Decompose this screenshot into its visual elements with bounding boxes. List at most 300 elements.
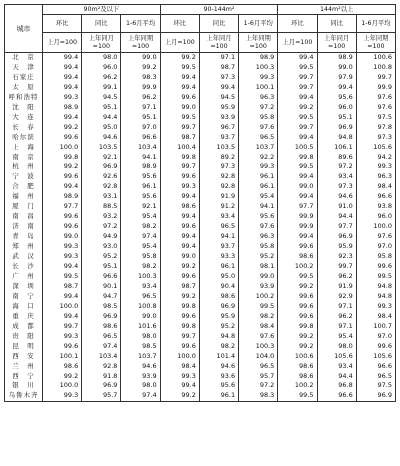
value-cell: 99.2 <box>160 391 199 401</box>
value-cell: 99.7 <box>160 123 199 133</box>
value-cell: 95.6 <box>121 192 160 202</box>
table-row <box>5 93 396 103</box>
value-cell: 99.4 <box>43 53 82 63</box>
value-cell: 99.0 <box>317 63 356 73</box>
table-row <box>5 362 396 372</box>
value-cell: 98.2 <box>239 312 278 322</box>
value-cell: 99.2 <box>43 123 82 133</box>
value-cell: 93.9 <box>199 113 238 123</box>
table-row <box>5 272 396 282</box>
value-cell: 98.6 <box>43 362 82 372</box>
value-cell: 93.8 <box>356 202 395 212</box>
value-cell: 100.0 <box>160 352 199 362</box>
value-cell: 98.4 <box>356 312 395 322</box>
table-row <box>5 113 396 123</box>
value-cell: 96.2 <box>82 73 121 83</box>
value-cell: 98.9 <box>317 53 356 63</box>
table-row <box>5 172 396 182</box>
value-cell: 100.0 <box>43 381 82 391</box>
table-row <box>5 182 396 192</box>
base-label-avg: 上年同期=100 <box>356 33 395 53</box>
value-cell: 100.1 <box>239 83 278 93</box>
value-cell: 96.2 <box>317 312 356 322</box>
value-cell: 99.0 <box>278 182 317 192</box>
value-cell: 97.4 <box>82 342 121 352</box>
value-cell: 99.2 <box>278 282 317 292</box>
value-cell: 96.3 <box>356 172 395 182</box>
city-cell: 海 口 <box>5 302 43 312</box>
table-row <box>5 123 396 133</box>
value-cell: 94.6 <box>317 192 356 202</box>
value-cell: 98.9 <box>43 103 82 113</box>
city-cell: 重 庆 <box>5 312 43 322</box>
value-cell: 99.4 <box>160 212 199 222</box>
value-cell: 93.2 <box>82 212 121 222</box>
value-cell: 95.9 <box>199 103 238 113</box>
value-cell: 97.1 <box>317 322 356 332</box>
value-cell: 97.3 <box>356 133 395 143</box>
value-cell: 99.3 <box>43 93 82 103</box>
value-cell: 97.1 <box>199 53 238 63</box>
price-index-table <box>4 4 396 402</box>
value-cell: 97.4 <box>121 391 160 401</box>
value-cell: 99.6 <box>160 342 199 352</box>
value-cell: 96.2 <box>317 272 356 282</box>
value-cell: 97.6 <box>239 222 278 232</box>
value-cell: 100.8 <box>121 302 160 312</box>
value-cell: 96.8 <box>317 381 356 391</box>
value-cell: 97.2 <box>239 103 278 113</box>
value-cell: 93.9 <box>121 372 160 382</box>
value-cell: 97.4 <box>121 232 160 242</box>
value-cell: 98.4 <box>160 362 199 372</box>
value-cell: 93.3 <box>199 252 238 262</box>
value-cell: 95.0 <box>82 123 121 133</box>
value-cell: 98.5 <box>82 302 121 312</box>
value-cell: 98.6 <box>160 202 199 212</box>
table-row <box>5 282 396 292</box>
base-label-yoy: 上年同月=100 <box>199 33 238 53</box>
value-cell: 99.7 <box>278 73 317 83</box>
value-cell: 93.1 <box>82 192 121 202</box>
value-cell: 97.9 <box>317 73 356 83</box>
value-cell: 92.1 <box>82 153 121 163</box>
value-cell: 101.4 <box>199 352 238 362</box>
city-cell: 郑 州 <box>5 242 43 252</box>
value-cell: 99.0 <box>239 272 278 282</box>
value-cell: 92.9 <box>317 292 356 302</box>
value-cell: 99.4 <box>278 93 317 103</box>
value-cell: 99.6 <box>356 262 395 272</box>
value-cell: 90.1 <box>82 282 121 292</box>
table-row <box>5 73 396 83</box>
city-cell: 厦 门 <box>5 202 43 212</box>
value-cell: 95.8 <box>356 252 395 262</box>
value-cell: 94.8 <box>356 292 395 302</box>
city-cell: 沈 阳 <box>5 103 43 113</box>
value-cell: 94.6 <box>121 362 160 372</box>
value-cell: 93.7 <box>199 242 238 252</box>
value-cell: 96.5 <box>199 222 238 232</box>
value-cell: 96.9 <box>199 302 238 312</box>
city-cell: 长 春 <box>5 123 43 133</box>
city-cell: 福 州 <box>5 192 43 202</box>
value-cell: 96.3 <box>239 93 278 103</box>
value-cell: 97.7 <box>278 202 317 212</box>
value-cell: 99.7 <box>278 83 317 93</box>
city-cell: 宁 波 <box>5 172 43 182</box>
value-cell: 96.6 <box>317 391 356 401</box>
value-cell: 99.6 <box>278 302 317 312</box>
table-row <box>5 53 396 63</box>
value-cell: 93.4 <box>121 282 160 292</box>
subheader-mom: 环比 <box>278 15 317 33</box>
table-row <box>5 212 396 222</box>
value-cell: 99.4 <box>160 242 199 252</box>
price-index-table-container <box>4 4 396 402</box>
value-cell: 99.4 <box>43 73 82 83</box>
value-cell: 99.4 <box>43 262 82 272</box>
value-cell: 96.0 <box>356 212 395 222</box>
value-cell: 96.5 <box>356 372 395 382</box>
value-cell: 99.4 <box>160 83 199 93</box>
value-cell: 98.9 <box>43 192 82 202</box>
value-cell: 99.1 <box>82 83 121 93</box>
value-cell: 100.2 <box>278 262 317 272</box>
value-cell: 98.7 <box>199 63 238 73</box>
value-cell: 94.4 <box>82 113 121 123</box>
value-cell: 99.7 <box>278 123 317 133</box>
value-cell: 96.1 <box>121 182 160 192</box>
value-cell: 100.3 <box>121 272 160 282</box>
value-cell: 95.9 <box>317 242 356 252</box>
value-cell: 97.2 <box>317 162 356 172</box>
city-cell: 太 原 <box>5 83 43 93</box>
table-row <box>5 83 396 93</box>
value-cell: 96.1 <box>199 391 238 401</box>
value-cell: 92.6 <box>82 172 121 182</box>
value-cell: 93.0 <box>82 242 121 252</box>
city-cell: 天 津 <box>5 63 43 73</box>
value-cell: 99.8 <box>160 302 199 312</box>
value-cell: 91.8 <box>82 372 121 382</box>
value-cell: 94.5 <box>199 93 238 103</box>
value-cell: 99.3 <box>43 332 82 342</box>
value-cell: 98.4 <box>239 322 278 332</box>
subheader-mom: 环比 <box>160 15 199 33</box>
table-row <box>5 202 396 212</box>
value-cell: 99.7 <box>160 162 199 172</box>
value-cell: 98.0 <box>82 53 121 63</box>
value-cell: 98.1 <box>239 262 278 272</box>
value-cell: 96.9 <box>82 312 121 322</box>
base-label-avg: 上年同期=100 <box>121 33 160 53</box>
value-cell: 99.8 <box>278 153 317 163</box>
value-cell: 99.6 <box>43 222 82 232</box>
group-header-medium: 90-144m² <box>160 5 278 15</box>
value-cell: 93.6 <box>199 372 238 382</box>
base-label-mom: 上月=100 <box>278 33 317 53</box>
table-row <box>5 192 396 202</box>
value-cell: 99.7 <box>356 73 395 83</box>
value-cell: 96.1 <box>239 182 278 192</box>
value-cell: 96.9 <box>317 232 356 242</box>
value-cell: 99.5 <box>278 162 317 172</box>
value-cell: 95.7 <box>82 391 121 401</box>
value-cell: 97.1 <box>121 103 160 113</box>
value-cell: 99.6 <box>278 292 317 302</box>
value-cell: 99.6 <box>160 172 199 182</box>
value-cell: 106.1 <box>317 143 356 153</box>
city-cell: 青 岛 <box>5 232 43 242</box>
value-cell: 97.2 <box>239 381 278 391</box>
value-cell: 94.6 <box>82 133 121 143</box>
value-cell: 97.0 <box>356 242 395 252</box>
value-cell: 99.6 <box>43 342 82 352</box>
table-row <box>5 381 396 391</box>
value-cell: 99.4 <box>160 73 199 83</box>
value-cell: 98.2 <box>121 262 160 272</box>
value-cell: 95.8 <box>121 252 160 262</box>
value-cell: 101.6 <box>121 322 160 332</box>
value-cell: 96.1 <box>239 172 278 182</box>
value-cell: 99.6 <box>160 222 199 232</box>
city-cell: 大 连 <box>5 113 43 123</box>
value-cell: 103.7 <box>121 352 160 362</box>
value-cell: 97.0 <box>356 332 395 342</box>
city-cell: 昆 明 <box>5 342 43 352</box>
value-cell: 99.2 <box>160 262 199 272</box>
value-cell: 92.8 <box>199 172 238 182</box>
value-cell: 97.2 <box>82 222 121 232</box>
value-cell: 98.9 <box>121 162 160 172</box>
value-cell: 105.6 <box>356 143 395 153</box>
value-cell: 98.6 <box>82 322 121 332</box>
value-cell: 98.6 <box>278 372 317 382</box>
value-cell: 98.2 <box>199 342 238 352</box>
value-cell: 98.3 <box>121 73 160 83</box>
value-cell: 99.7 <box>43 322 82 332</box>
subheader-avg: 1-6月平均 <box>356 15 395 33</box>
value-cell: 99.6 <box>43 212 82 222</box>
value-cell: 99.0 <box>160 252 199 262</box>
value-cell: 100.8 <box>356 63 395 73</box>
value-cell: 99.6 <box>278 242 317 252</box>
value-cell: 99.5 <box>43 272 82 282</box>
city-cell: 南 京 <box>5 153 43 163</box>
value-cell: 99.9 <box>278 222 317 232</box>
value-cell: 98.9 <box>239 53 278 63</box>
table-row <box>5 262 396 272</box>
value-cell: 90.4 <box>199 282 238 292</box>
table-row <box>5 372 396 382</box>
value-cell: 95.4 <box>239 192 278 202</box>
table-row <box>5 63 396 73</box>
value-cell: 103.4 <box>82 352 121 362</box>
base-label-mom: 上月=100 <box>160 33 199 53</box>
value-cell: 99.4 <box>278 133 317 143</box>
value-cell: 98.7 <box>160 133 199 143</box>
value-cell: 100.3 <box>239 342 278 352</box>
value-cell: 99.7 <box>317 262 356 272</box>
value-cell: 100.0 <box>356 222 395 232</box>
value-cell: 98.2 <box>121 222 160 232</box>
value-cell: 100.5 <box>278 143 317 153</box>
value-cell: 99.6 <box>356 342 395 352</box>
value-cell: 99.4 <box>43 182 82 192</box>
value-cell: 96.9 <box>82 381 121 391</box>
city-cell: 深 圳 <box>5 282 43 292</box>
value-cell: 96.0 <box>82 63 121 73</box>
value-cell: 99.3 <box>356 162 395 172</box>
value-cell: 99.4 <box>278 232 317 242</box>
city-cell: 成 都 <box>5 322 43 332</box>
city-cell: 南 昌 <box>5 212 43 222</box>
value-cell: 98.7 <box>160 282 199 292</box>
value-cell: 99.2 <box>43 162 82 172</box>
city-cell: 南 宁 <box>5 292 43 302</box>
value-cell: 91.0 <box>317 202 356 212</box>
value-cell: 103.5 <box>82 143 121 153</box>
value-cell: 97.7 <box>317 222 356 232</box>
value-cell: 96.9 <box>356 391 395 401</box>
value-cell: 99.0 <box>43 232 82 242</box>
value-cell: 99.4 <box>43 83 82 93</box>
value-cell: 104.0 <box>239 352 278 362</box>
value-cell: 93.7 <box>199 133 238 143</box>
group-header-small: 90m²及以下 <box>43 5 161 15</box>
value-cell: 100.6 <box>278 352 317 362</box>
value-cell: 99.5 <box>278 272 317 282</box>
value-cell: 99.3 <box>43 391 82 401</box>
value-cell: 99.6 <box>43 172 82 182</box>
value-cell: 99.9 <box>356 83 395 93</box>
value-cell: 99.4 <box>160 232 199 242</box>
value-cell: 98.3 <box>239 391 278 401</box>
value-cell: 92.1 <box>121 202 160 212</box>
value-cell: 94.1 <box>199 232 238 242</box>
value-cell: 96.7 <box>199 123 238 133</box>
value-cell: 99.6 <box>160 312 199 322</box>
value-cell: 91.9 <box>199 192 238 202</box>
value-cell: 100.4 <box>160 143 199 153</box>
value-cell: 97.3 <box>199 162 238 172</box>
city-cell: 石家庄 <box>5 73 43 83</box>
value-cell: 98.6 <box>278 252 317 262</box>
table-row <box>5 222 396 232</box>
value-cell: 93.4 <box>317 172 356 182</box>
value-cell: 96.6 <box>121 133 160 143</box>
value-cell: 89.2 <box>199 153 238 163</box>
value-cell: 95.4 <box>121 212 160 222</box>
value-cell: 99.9 <box>121 83 160 93</box>
city-cell: 哈尔滨 <box>5 133 43 143</box>
value-cell: 96.0 <box>317 103 356 113</box>
value-cell: 93.9 <box>239 282 278 292</box>
value-cell: 95.4 <box>317 332 356 342</box>
value-cell: 95.2 <box>199 322 238 332</box>
value-cell: 94.1 <box>121 153 160 163</box>
table-row <box>5 153 396 163</box>
value-cell: 103.4 <box>121 143 160 153</box>
city-cell: 呼和浩特 <box>5 93 43 103</box>
value-cell: 91.2 <box>199 202 238 212</box>
value-cell: 95.6 <box>317 93 356 103</box>
value-cell: 94.4 <box>317 372 356 382</box>
subheader-mom: 环比 <box>43 15 82 33</box>
value-cell: 98.6 <box>199 292 238 302</box>
value-cell: 98.4 <box>356 182 395 192</box>
value-cell: 96.5 <box>121 292 160 302</box>
value-cell: 94.4 <box>317 212 356 222</box>
value-cell: 99.2 <box>278 332 317 342</box>
value-cell: 95.4 <box>121 242 160 252</box>
value-cell: 95.1 <box>121 113 160 123</box>
value-cell: 99.2 <box>43 372 82 382</box>
value-cell: 96.2 <box>121 93 160 103</box>
subheader-yoy: 同比 <box>82 15 121 33</box>
value-cell: 96.5 <box>82 332 121 342</box>
table-row <box>5 232 396 242</box>
value-cell: 99.2 <box>160 53 199 63</box>
value-cell: 94.8 <box>317 133 356 143</box>
value-cell: 96.3 <box>239 232 278 242</box>
value-cell: 94.8 <box>199 332 238 342</box>
value-cell: 91.9 <box>317 282 356 292</box>
value-cell: 97.6 <box>356 103 395 113</box>
value-cell: 97.0 <box>121 123 160 133</box>
value-cell: 99.5 <box>160 63 199 73</box>
value-cell: 99.4 <box>160 381 199 391</box>
city-cell: 西 宁 <box>5 372 43 382</box>
city-cell: 杭 州 <box>5 162 43 172</box>
value-cell: 99.2 <box>160 292 199 302</box>
value-cell: 97.6 <box>356 232 395 242</box>
city-cell: 济 南 <box>5 222 43 232</box>
value-cell: 100.0 <box>43 302 82 312</box>
value-cell: 99.5 <box>278 113 317 123</box>
value-cell: 95.9 <box>199 312 238 322</box>
value-cell: 99.5 <box>278 391 317 401</box>
value-cell: 99.2 <box>121 63 160 73</box>
value-cell: 95.2 <box>239 252 278 262</box>
value-cell: 97.6 <box>239 123 278 133</box>
value-cell: 97.3 <box>317 182 356 192</box>
value-cell: 97.1 <box>317 302 356 312</box>
value-cell: 97.5 <box>356 113 395 123</box>
table-row <box>5 352 396 362</box>
value-cell: 105.6 <box>356 352 395 362</box>
value-cell: 99.8 <box>278 322 317 332</box>
table-row <box>5 332 396 342</box>
value-cell: 99.6 <box>278 312 317 322</box>
value-cell: 98.0 <box>121 332 160 342</box>
table-body <box>5 53 396 402</box>
value-cell: 99.3 <box>160 372 199 382</box>
table-row <box>5 162 396 172</box>
base-label-mom: 上月=100 <box>43 33 82 53</box>
table-row <box>5 292 396 302</box>
value-cell: 99.6 <box>43 133 82 143</box>
value-cell: 99.3 <box>43 242 82 252</box>
table-row <box>5 242 396 252</box>
value-cell: 99.0 <box>121 53 160 63</box>
subheader-yoy: 同比 <box>317 15 356 33</box>
city-cell: 广 州 <box>5 272 43 282</box>
value-cell: 96.6 <box>82 272 121 282</box>
value-cell: 96.6 <box>356 362 395 372</box>
value-cell: 99.5 <box>278 63 317 73</box>
